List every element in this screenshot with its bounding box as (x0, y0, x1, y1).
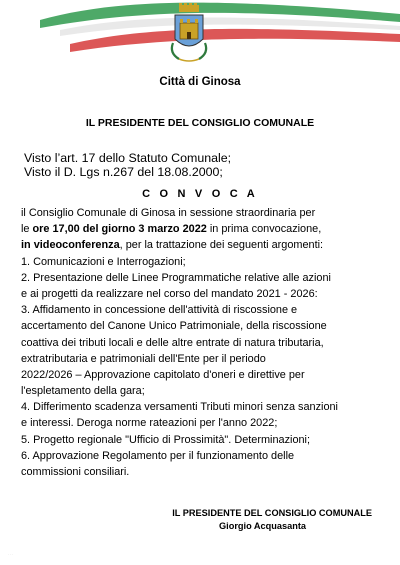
agenda-line: 1. Comunicazioni e Interrogazioni; (21, 255, 186, 268)
city-name: Città di Ginosa (159, 76, 241, 88)
agenda-line: e ai progetti da realizzare nel corso del mandato 2021 - 2026: (21, 287, 318, 300)
intro-line (21, 221, 393, 237)
banner-red-stripe (70, 29, 400, 52)
intro-text: , per la trattazione dei seguenti argomenti: (119, 239, 324, 252)
signature-role: IL PRESIDENTE DEL CONSIGLIO COMUNALE (172, 508, 372, 518)
print-mark: · · · (8, 552, 13, 556)
intro-line (21, 237, 393, 253)
visto-line: Visto l’art. 17 dello Statuto Comunale; (24, 151, 232, 165)
signature-block (172, 507, 372, 533)
visto-line: Visto il D. Lgs n.267 del 18.08.2000; (24, 165, 223, 179)
agenda-line: coattiva dei tributi locali e delle altre entrate di natura tributaria, (21, 336, 324, 349)
intro-text: in prima convocazione, (206, 223, 322, 236)
intro-text: le (21, 223, 33, 236)
agenda-line: e interessi. Deroga norme rateazioni per l'anno 2022; (21, 417, 278, 430)
agenda-line: 2022/2026 – Approvazione capitolato d'oneri e direttive per (21, 368, 305, 381)
document-heading: IL PRESIDENTE DEL CONSIGLIO COMUNALE (85, 117, 315, 129)
agenda-line: 5. Progetto regionale "Ufficio di Prossimità". Determinazioni; (21, 433, 311, 446)
intro-line: il Consiglio Comunale di Ginosa in sessione straordinaria per (21, 207, 316, 219)
agenda-line: accertamento del Canone Unico Patrimoniale, della riscossione (21, 320, 327, 333)
ginosa-coat-of-arms-icon (165, 3, 213, 73)
convoca-heading: C O N V O C A (142, 188, 258, 200)
visto-block (24, 151, 231, 179)
agenda-line: 3. Affidamento in concessione dell'attività di riscossione e (21, 304, 298, 317)
agenda-line: 4. Differimento scadenza versamenti Tributi minori senza sanzioni (21, 401, 338, 414)
convocation-body (21, 205, 393, 480)
agenda-line: l'espletamento della gara; (21, 385, 145, 398)
meeting-mode: in videoconferenza (21, 239, 120, 252)
signature-name: Giorgio Acquasanta (219, 521, 306, 531)
agenda-line: 6. Approvazione Regolamento per il funzionamento delle (21, 449, 295, 462)
agenda-line: 2. Presentazione delle Linee Programmatiche relative alle azioni (21, 271, 331, 284)
meeting-datetime: ore 17,00 del giorno 3 marzo 2022 (32, 223, 207, 236)
agenda-line: commissioni consiliari. (21, 466, 130, 478)
agenda-line: extratributaria e patrimoniali dell'Ente per il periodo (21, 352, 266, 365)
